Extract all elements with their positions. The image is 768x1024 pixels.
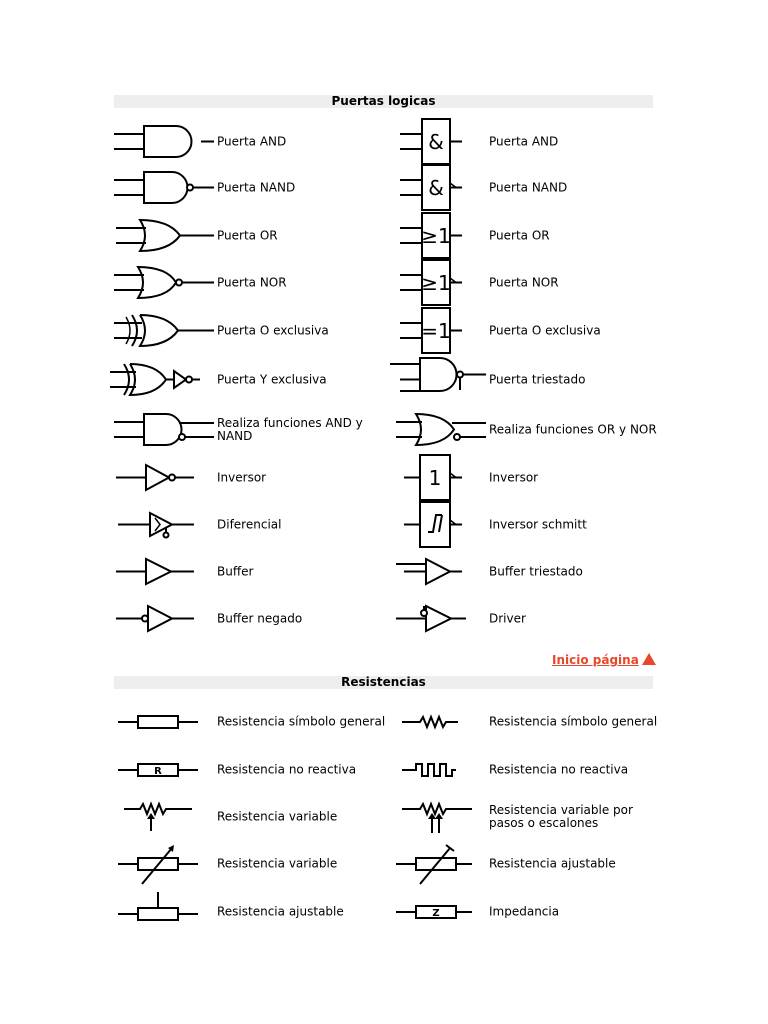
box-glyph: ≥1 <box>421 224 451 248</box>
xor-box-icon <box>386 307 486 354</box>
and-box-icon <box>386 118 486 165</box>
symbol-label: Resistencia no reactiva <box>489 762 629 776</box>
box-glyph: =1 <box>421 319 451 343</box>
driver-icon <box>386 595 486 642</box>
resistor-r-icon <box>114 746 214 793</box>
home-link-label[interactable]: Inicio página <box>552 653 639 667</box>
nor-gate-icon <box>114 259 214 306</box>
buffer-icon <box>114 548 214 595</box>
symbol-label: Buffer triestado <box>489 564 583 578</box>
symbol-label: Puerta NAND <box>489 180 568 194</box>
symbol-label: Realiza funciones OR y NOR <box>489 422 657 436</box>
symbol-label: Realiza funciones AND y NAND <box>217 415 363 443</box>
negated-buffer-icon <box>114 595 214 642</box>
symbol-label: Diferencial <box>217 517 282 531</box>
up-arrow-icon <box>642 653 656 665</box>
impedance-glyph: Z <box>432 908 440 919</box>
symbol-label: Puerta AND <box>217 134 287 148</box>
box-glyph: ≥1 <box>421 271 451 295</box>
variable-resistor-icon <box>114 840 214 887</box>
and-nand-gate-icon <box>114 406 214 453</box>
symbol-label: Puerta AND <box>489 134 559 148</box>
box-glyph: & <box>428 130 444 154</box>
symbol-label: Puerta NOR <box>489 275 559 289</box>
symbol-label: Impedancia <box>489 904 560 918</box>
symbol-label: Puerta Y exclusiva <box>217 372 327 386</box>
or-gate-icon <box>114 212 214 259</box>
variable-zigzag-resistor-icon <box>114 793 214 840</box>
or-nor-gate-icon <box>386 406 486 453</box>
symbol-label: Inversor <box>217 470 267 484</box>
inverter-icon <box>114 454 214 501</box>
symbol-label: Resistencia símbolo general <box>217 714 386 728</box>
differential-icon <box>114 501 214 548</box>
and-gate-icon <box>114 118 214 165</box>
symbol-label: Resistencia símbolo general <box>489 714 658 728</box>
box-glyph: 1 <box>428 466 442 490</box>
stepped-resistor-icon <box>386 793 486 840</box>
home-link[interactable] <box>552 653 656 667</box>
xnor-gate-icon <box>114 356 214 403</box>
resistor-box-icon <box>114 698 214 745</box>
nor-box-icon <box>386 259 486 306</box>
nand-box-icon <box>386 164 486 211</box>
symbol-label: Resistencia variable por pasos o escalones <box>489 802 633 830</box>
zigzag-resistor-icon <box>386 698 486 745</box>
symbol-label: Resistencia ajustable <box>489 856 616 870</box>
symbol-label: Buffer negado <box>217 611 303 625</box>
symbol-label: Puerta NOR <box>217 275 287 289</box>
inverter-box-icon <box>386 454 486 501</box>
adjustable-resistor-icon <box>386 840 486 887</box>
symbol-label: Resistencia no reactiva <box>217 762 357 776</box>
symbol-label: Puerta triestado <box>489 372 586 386</box>
logic-gates-header: Puertas logicas <box>114 95 653 108</box>
symbol-label: Resistencia variable <box>217 809 338 823</box>
adjustable-tap-resistor-icon <box>114 888 214 935</box>
symbol-label: Puerta NAND <box>217 180 296 194</box>
or-box-icon <box>386 212 486 259</box>
resistors-header: Resistencias <box>114 676 653 689</box>
resistor-glyph: R <box>154 766 162 777</box>
symbol-label: Resistencia ajustable <box>217 904 344 918</box>
tristate-gate-icon <box>386 356 486 403</box>
schmitt-inverter-icon <box>386 501 486 548</box>
box-glyph: & <box>428 176 444 200</box>
symbol-label: Driver <box>489 611 526 625</box>
symbol-label: Puerta OR <box>217 228 278 242</box>
symbol-label: Puerta O exclusiva <box>217 323 329 337</box>
symbol-label: Inversor <box>489 470 539 484</box>
tristate-buffer-icon <box>386 548 486 595</box>
symbol-label: Puerta O exclusiva <box>489 323 601 337</box>
symbol-label: Puerta OR <box>489 228 550 242</box>
impedance-icon <box>386 888 486 935</box>
symbol-label: Buffer <box>217 564 254 578</box>
nand-gate-icon <box>114 164 214 211</box>
symbol-label: Resistencia variable <box>217 856 338 870</box>
square-wave-resistor-icon <box>386 746 486 793</box>
xor-gate-icon <box>114 307 214 354</box>
symbol-label: Inversor schmitt <box>489 517 587 531</box>
